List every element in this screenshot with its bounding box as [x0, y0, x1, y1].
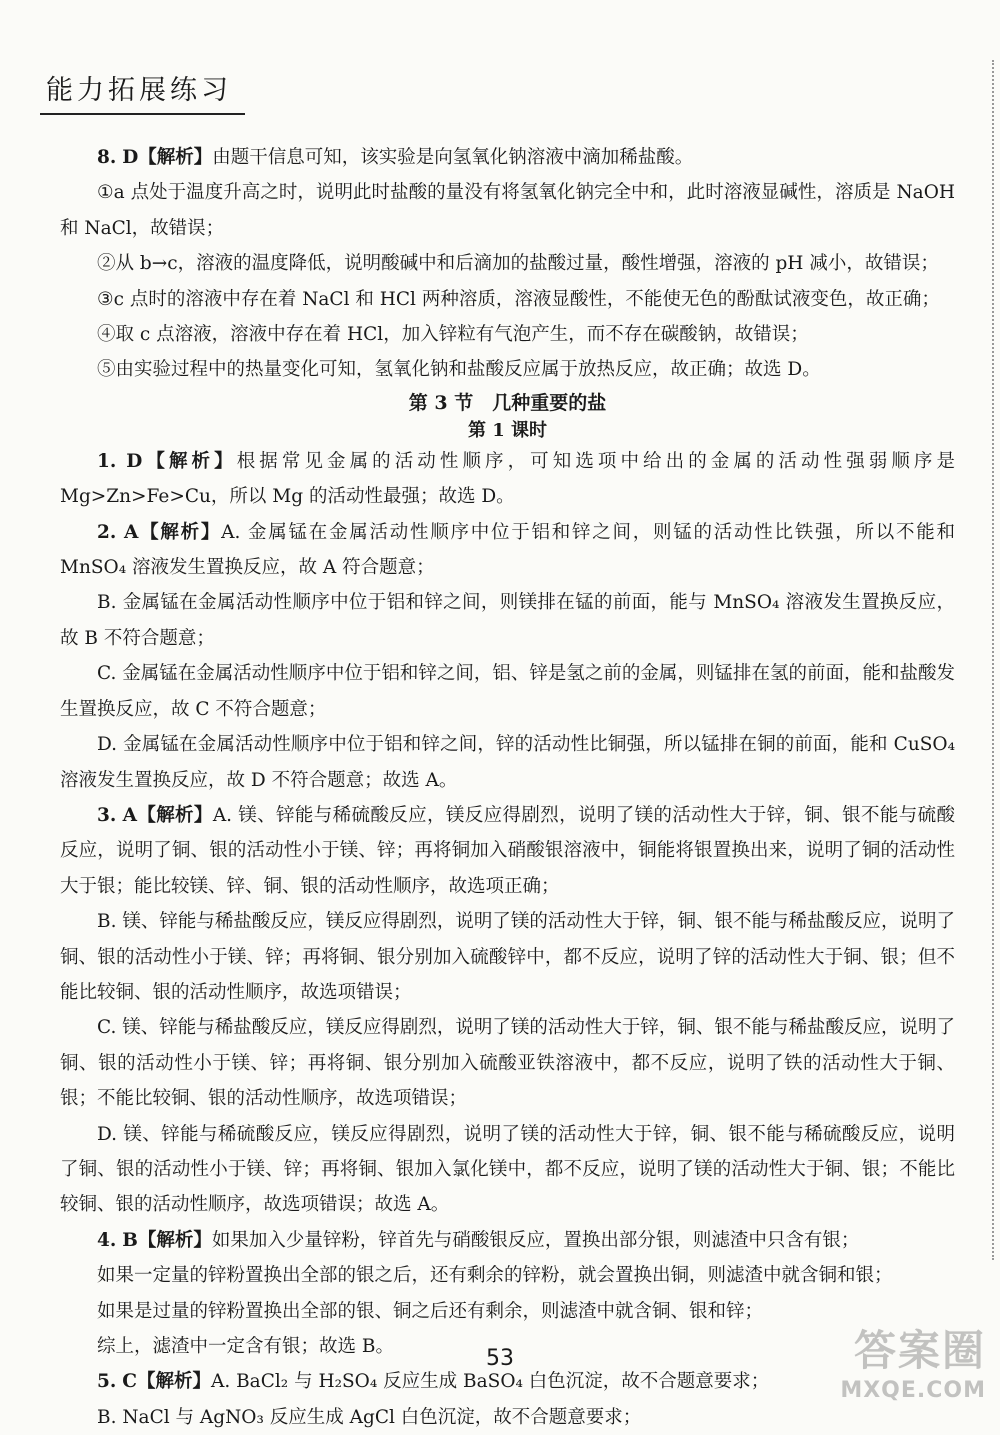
paragraph-text: B. NaCl 与 AgNO₃ 反应生成 AgCl 白色沉淀，故不合题意要求； [97, 1406, 642, 1428]
answer-paragraph [60, 246, 955, 281]
watermark-url: MXQE.COM [840, 1378, 986, 1403]
answer-paragraph [60, 1117, 955, 1223]
paragraph-text: 根据常见金属的活动性顺序，可知选项中给出的金属的活动性强弱顺序是 Mg>Zn>Fe>Cu，所以 Mg 的活动性最强；故选 D。 [60, 450, 955, 508]
item-answer-tag: A【解析】 [122, 804, 213, 826]
answer-item [60, 798, 955, 904]
paragraph-text: ③c 点时的溶液中存在着 NaCl 和 HCl 两种溶质，溶液显酸性，不能使无色的酚酞试液变色，故正确； [97, 288, 940, 310]
item-answer-tag: A【解析】 [123, 521, 222, 543]
answer-paragraph [60, 585, 955, 656]
paragraph-text: D. 镁、锌能与稀硫酸反应，镁反应得剧烈，说明了镁的活动性大于锌，铜、银不能与稀硫酸反应，说明了铜、银的活动性小于镁、锌；再将铜、银加入氯化镁中，都不反应，说明了镁的活动性大于铜、银；不能比较铜、银的活动性顺序，故选项错误；故选 A。 [60, 1123, 955, 1216]
paragraph-text: C. 金属锰在金属活动性顺序中位于铝和锌之间，铝、锌是氢之前的金属，则锰排在氢的前面，能和盐酸发生置换反应，故 C 不符合题意； [60, 663, 955, 720]
answer-item [60, 140, 955, 175]
answer-paragraph [60, 282, 955, 317]
paragraph-text: 如果一定量的锌粉置换出全部的银之后，还有剩余的锌粉，就会置换出铜，则滤渣中就含铜和银； [97, 1265, 893, 1287]
watermark [756, 1318, 986, 1408]
paragraph-text: 由题干信息可知，该实验是向氢氧化钠溶液中滴加稀盐酸。 [212, 147, 694, 168]
answer-paragraph [60, 656, 955, 727]
answer-paragraph [60, 1010, 955, 1116]
paragraph-text: ⑤由实验过程中的热量变化可知，氢氧化钠和盐酸反应属于放热反应，故正确；故选 D。 [97, 359, 821, 381]
paragraph-text: ②从 b→c，溶液的温度降低，说明酸碱中和后滴加的盐酸过量，酸性增强，溶液的 pH 减小，故错误； [97, 253, 939, 275]
header-title: 能力拓展练习 [46, 75, 232, 106]
answer-paragraph [60, 904, 955, 1010]
answer-paragraph [60, 175, 955, 246]
answer-paragraph [60, 727, 955, 798]
header-rule [40, 113, 245, 115]
item-answer-tag: D【解析】 [122, 147, 213, 168]
page-header [40, 68, 250, 115]
answer-paragraph [60, 352, 955, 387]
item-number: 3. [97, 804, 117, 826]
paragraph-text: 如果加入少量锌粉，锌首先与硝酸银反应，置换出部分银，则滤渣中只含有银； [211, 1229, 860, 1251]
item-answer-tag: D【解析】 [126, 450, 237, 472]
section-title: 第 3 节 几种重要的盐 [408, 391, 607, 414]
paragraph-text: B. 镁、锌能与稀盐酸反应，镁反应得剧烈，说明了镁的活动性大于锌，铜、银不能与稀盐酸反应，说明了铜、银的活动性小于镁、锌；再将铜、银分别加入硫酸锌中，都不反应，说明了锌的活动性大于铜、银；但不能比较铜、银的活动性顺序，故选项错误； [60, 911, 955, 1003]
answer-paragraph [60, 1258, 955, 1293]
item-number: 2. [97, 521, 117, 543]
paragraph-text: B. 金属锰在金属活动性顺序中位于铝和锌之间，则镁排在锰的前面，能与 MnSO₄ 溶液发生置换反应，故 B 不符合题意； [60, 592, 955, 649]
paragraph-text: A. 金属锰在金属活动性顺序中位于铝和锌之间，则锰的活动性比铁强，所以不能和 MnSO₄ 溶液发生置换反应，故 A 符合题意； [60, 521, 956, 579]
item-answer-tag: C【解析】 [122, 1371, 211, 1393]
page-number: 53 [486, 1346, 514, 1371]
paragraph-text: A. 镁、锌能与稀硫酸反应，镁反应得剧烈，说明了镁的活动性大于锌，铜、银不能与硫酸反应，说明了铜、银的活动性小于镁、锌；再将铜加入硝酸银溶液中，铜能将银置换出来，说明了铜的活动性大于银；能比较镁、锌、铜、银的活动性顺序，故选项正确； [60, 804, 956, 897]
item-number: 1. [97, 450, 117, 472]
item-number: 4. [97, 1229, 117, 1251]
answer-content [60, 140, 955, 1435]
answer-item [60, 515, 955, 586]
page-edge-dots [989, 60, 994, 1260]
paragraph-text: 综上，滤渣中一定含有银；故选 B。 [97, 1336, 394, 1357]
paragraph-text: ④取 c 点溶液，溶液中存在着 HCl，加入锌粒有气泡产生，而不存在碳酸钠，故错误； [97, 324, 809, 346]
answer-item [60, 1223, 955, 1258]
paragraph-text: A. BaCl₂ 与 H₂SO₄ 反应生成 BaSO₄ 白色沉淀，故不合题意要求； [210, 1371, 770, 1393]
paragraph-text: ①a 点处于温度升高之时，说明此时盐酸的量没有将氢氧化钠完全中和，此时溶液显碱性，溶质是 NaOH 和 NaCl，故错误； [60, 182, 955, 239]
paragraph-text: D. 金属锰在金属活动性顺序中位于铝和锌之间，锌的活动性比铜强，所以锰排在铜的前面，能和 CuSO₄ 溶液发生置换反应，故 D 不符合题意；故选 A。 [60, 734, 955, 791]
paragraph-text: 如果是过量的锌粉置换出全部的银、铜之后还有剩余，则滤渣中就含铜、银和锌； [97, 1300, 764, 1322]
item-answer-tag: B【解析】 [122, 1229, 212, 1251]
item-number: 8. [97, 147, 117, 168]
watermark-logo: 答案圈 [853, 1326, 986, 1375]
subsection-title: 第 1 课时 [467, 419, 548, 441]
paragraph-text: C. 镁、锌能与稀盐酸反应，镁反应得剧烈，说明了镁的活动性大于锌，铜、银不能与稀盐酸反应，说明了铜、银的活动性小于镁、锌；再将铜、银分别加入硫酸亚铁溶液中，都不反应，说明了铁的活动性大于铜、银；不能比较铜、银的活动性顺序，故选项错误； [60, 1017, 955, 1110]
answer-item [60, 444, 955, 515]
answer-paragraph [60, 317, 955, 352]
item-number: 5. [97, 1371, 117, 1393]
